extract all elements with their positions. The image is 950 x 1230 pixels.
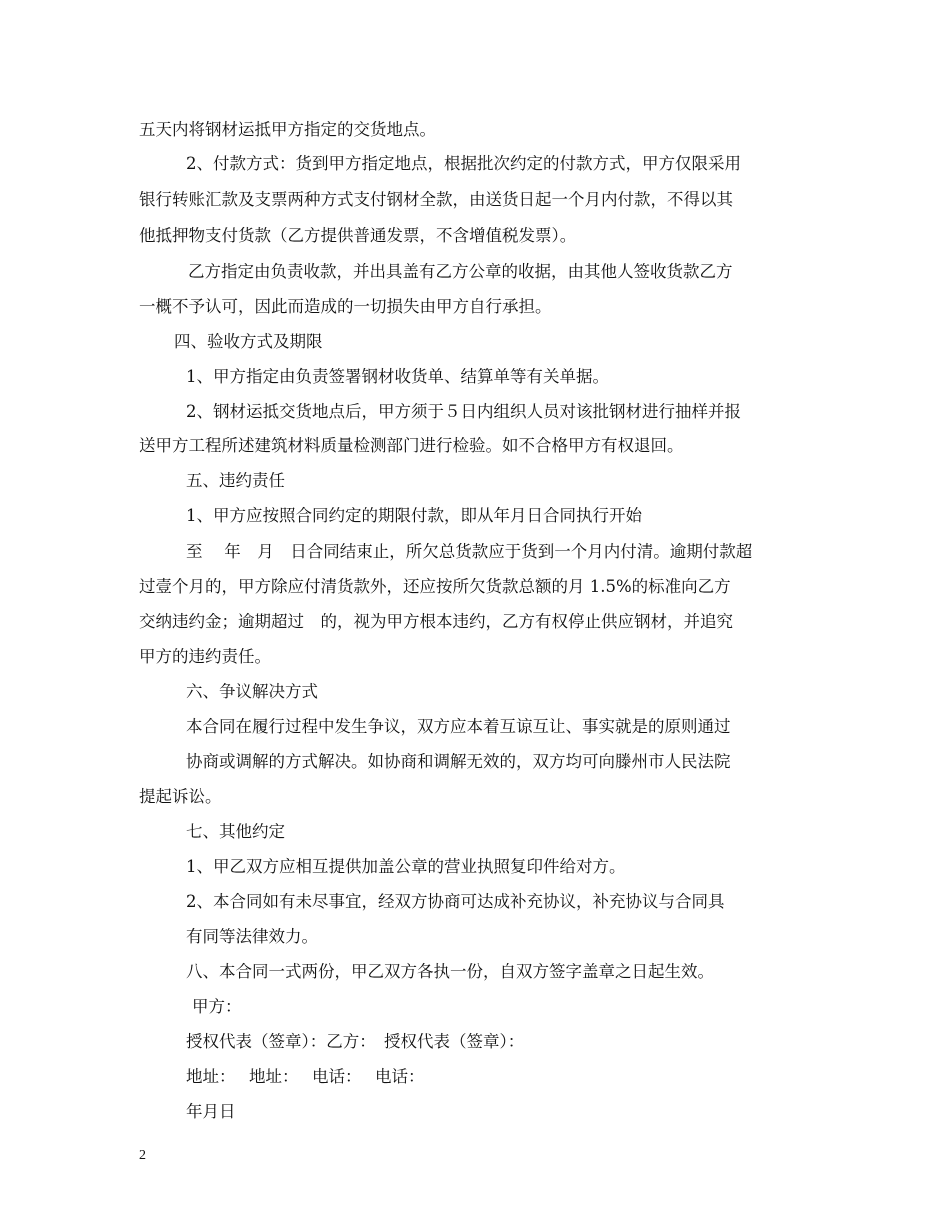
text-line: 银行转账汇款及支票两种方式支付钢材全款，由送货日起一个月内付款，不得以其: [139, 190, 733, 209]
text-line: 1、甲方指定由负责签署钢材收货单、结算单等有关单据。: [186, 367, 609, 386]
signature-date: 年月日: [186, 1102, 236, 1121]
text-line: 有同等法律效力。: [186, 927, 318, 946]
text-line: 本合同在履行过程中发生争议，双方应本着互谅互让、事实就是的原则通过: [186, 717, 731, 736]
text-line: 一概不予认可，因此而造成的一切损失由甲方自行承担。: [139, 297, 552, 316]
text-line: 2、本合同如有未尽事宜，经双方协商可达成补充协议，补充协议与合同具: [186, 892, 725, 911]
text-line: 五天内将钢材运抵甲方指定的交货地点。: [139, 120, 436, 139]
text-line: 他抵押物支付货款（乙方提供普通发票，不含增值税发票）。: [139, 226, 577, 245]
text-line: 八、本合同一式两份，甲乙双方各执一份，自双方签字盖章之日起生效。: [186, 962, 714, 981]
signature-party-a: 甲方：: [192, 997, 242, 1016]
signature-contact-info: 地址： 地址： 电话： 电话：: [186, 1067, 425, 1086]
text-line: 1、甲乙双方应相互提供加盖公章的营业执照复印件给对方。: [186, 857, 626, 876]
text-line: 2、付款方式：货到甲方指定地点，根据批次约定的付款方式，甲方仅限采用: [186, 154, 741, 173]
text-line: 送甲方工程所述建筑材料质量检测部门进行检验。如不合格甲方有权退回。: [139, 436, 684, 455]
section-heading: 五、违约责任: [186, 471, 285, 490]
text-line: 提起诉讼。: [139, 787, 222, 806]
signature-representatives: 授权代表（签章）：乙方： 授权代表（签章）：: [186, 1032, 525, 1051]
text-line: 至 年 月 日合同结束止，所欠总货款应于货到一个月内付清。逾期付款超: [186, 542, 753, 561]
text-line: 协商或调解的方式解决。如协商和调解无效的，双方均可向滕州市人民法院: [186, 752, 731, 771]
text-line: 过壹个月的，甲方除应付清货款外，还应按所欠货款总额的月 1.5%的标准向乙方: [139, 577, 731, 596]
text-line: 甲方的违约责任。: [139, 647, 271, 666]
text-line: 交纳违约金；逾期超过 的，视为甲方根本违约，乙方有权停止供应钢材，并追究: [139, 612, 733, 631]
section-heading: 六、争议解决方式: [186, 682, 318, 701]
page-number: 2: [139, 1148, 146, 1163]
section-heading: 四、验收方式及期限: [174, 332, 323, 351]
section-heading: 七、其他约定: [186, 822, 285, 841]
text-line: 乙方指定由负责收款，并出具盖有乙方公章的收据，由其他人签收货款乙方: [188, 262, 733, 281]
text-line: 2、钢材运抵交货地点后，甲方须于５日内组织人员对该批钢材进行抽样并报: [186, 402, 741, 421]
text-line: 1、甲方应按照合同约定的期限付款，即从年月日合同执行开始: [186, 506, 642, 525]
